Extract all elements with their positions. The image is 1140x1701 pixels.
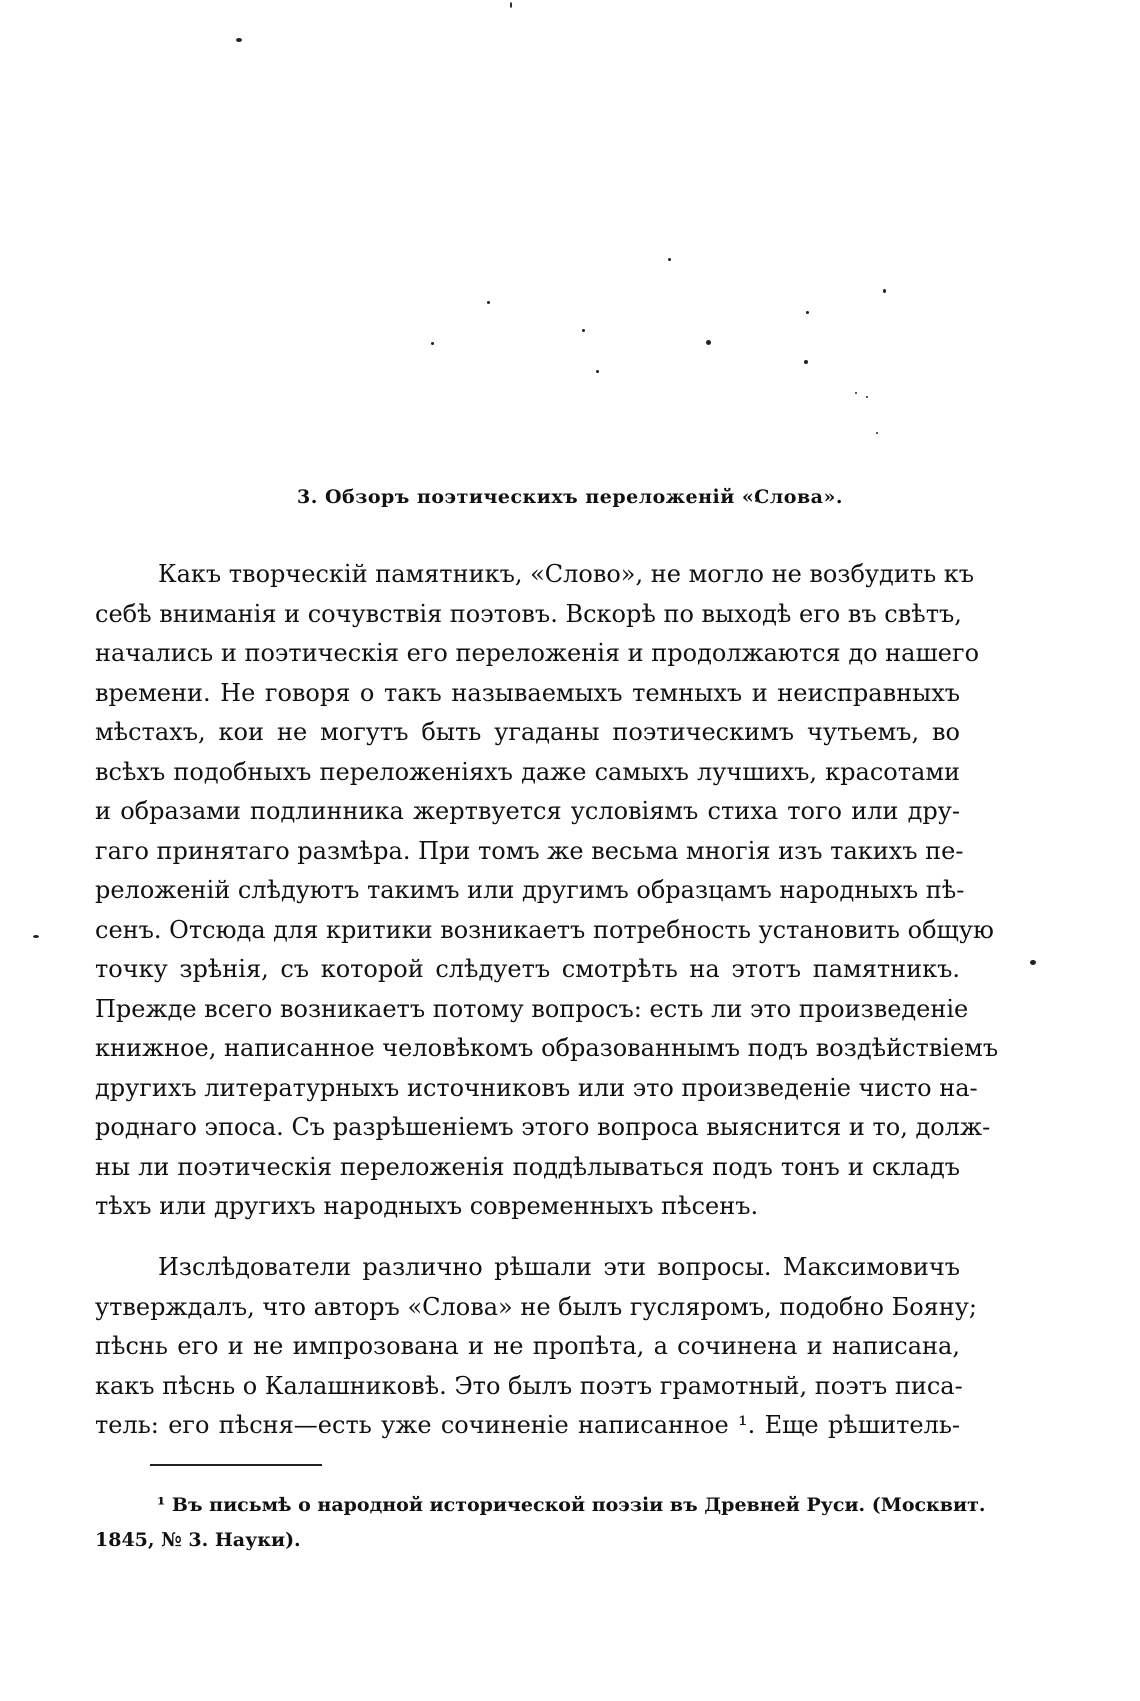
scan-speck	[668, 258, 671, 261]
text-line: себѣ вниманiя и сочувствiя поэтовъ. Вскорѣ по выходѣ его въ свѣтъ,	[95, 599, 962, 628]
text-line: тель: его пѣсня—есть уже сочиненiе написанное ¹. Еще рѣшитель-	[95, 1411, 960, 1439]
footnote-line: 1845, № 3. Науки).	[95, 1529, 301, 1551]
scan-speck	[236, 38, 242, 42]
text-line: реложенiй слѣдуютъ такимъ или другимъ образцамъ народныхъ пѣ-	[95, 876, 965, 904]
scan-speck	[706, 340, 711, 345]
paragraph-1	[95, 555, 999, 1227]
text-line: пѣснь его и не импрозована и не пропѣта, а сочинена и написана,	[95, 1332, 960, 1360]
text-line: утверждалъ, что авторъ «Слова» не былъ гусляромъ, подобно Бояну;	[95, 1292, 977, 1321]
text-line: всѣхъ подобныхъ переложенiяхъ даже самыхъ лучшихъ, красотами	[95, 757, 960, 786]
scan-speck	[804, 360, 808, 364]
text-line: времени. Не говоря о такъ называемыхъ темныхъ и неисправныхъ	[95, 678, 960, 707]
text-line: гаго принятаго размѣра. При томъ же весьма многiя изъ такихъ пе-	[95, 836, 964, 865]
text-line: книжное, написанное человѣкомъ образованнымъ подъ воздѣйствiемъ	[95, 1034, 999, 1062]
footnote-rule	[150, 1464, 322, 1466]
text-line: ны ли поэтическiя переложенiя поддѣлываться подъ тонъ и складъ	[95, 1152, 960, 1181]
text-line: роднаго эпоса. Съ разрѣшенiемъ этого вопроса выяснится и то, долж-	[95, 1113, 991, 1141]
scan-speck	[806, 311, 809, 314]
scan-speck	[596, 370, 599, 373]
scan-speck	[33, 935, 39, 938]
section-heading: 3. Обзоръ поэтическихъ переложенiй «Слова».	[297, 486, 843, 508]
text-line: начались и поэтическiя его переложенiя и продолжаются до нашего	[95, 639, 980, 667]
scan-speck	[487, 301, 490, 304]
text-line: точку зрѣнiя, съ которой слѣдуетъ смотрѣть на этотъ памятникъ.	[95, 955, 960, 983]
scan-speck	[866, 396, 868, 398]
footnote-line: ¹ Въ письмѣ о народной исторической поэзiи въ Древней Руси. (Москвит.	[157, 1494, 986, 1516]
text-line: тѣхъ или другихъ народныхъ современныхъ пѣсенъ.	[95, 1192, 759, 1220]
footnote	[95, 1488, 986, 1558]
text-line: и образами подлинника жертвуется условiямъ стиха того или дру-	[95, 797, 960, 825]
text-line: Какъ творческiй памятникъ, «Слово», не могло не возбудить къ	[158, 560, 975, 588]
text-line: мѣстахъ, кои не могутъ быть угаданы поэтическимъ чутьемъ, во	[95, 718, 960, 746]
scan-speck	[855, 392, 857, 394]
scan-speck	[510, 2, 512, 8]
scan-speck	[883, 289, 886, 293]
scan-speck	[1030, 960, 1036, 965]
text-line: Прежде всего возникаетъ потому вопросъ: есть ли это произведенiе	[95, 994, 969, 1023]
scan-speck	[876, 432, 878, 434]
text-line: какъ пѣснь о Калашниковѣ. Это былъ поэтъ грамотный, поэтъ писа-	[95, 1371, 963, 1400]
paragraph-2	[95, 1248, 977, 1446]
text-line: сенъ. Отсюда для критики возникаетъ потребность установить общую	[95, 915, 994, 944]
text-line: Изслѣдователи различно рѣшали эти вопросы. Максимовичъ	[158, 1253, 960, 1281]
text-line: другихъ литературныхъ источниковъ или это произведенiе чисто на-	[95, 1073, 978, 1102]
scan-speck	[582, 329, 585, 332]
scan-speck	[431, 342, 434, 345]
